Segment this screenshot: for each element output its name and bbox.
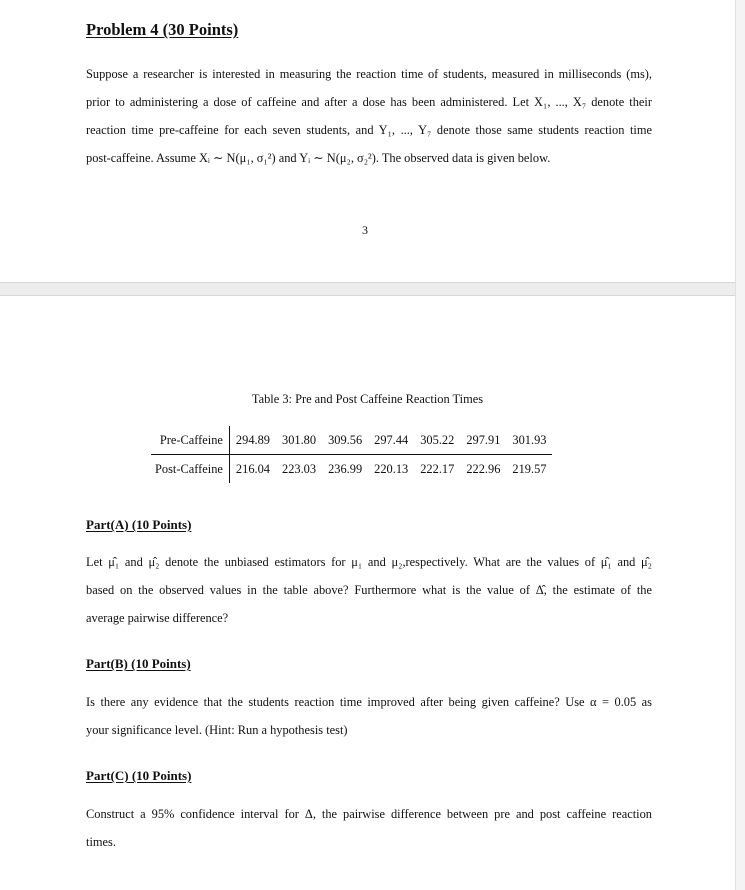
- part-line: your significance level. (Hint: Run a hypothesis test): [86, 723, 348, 737]
- problem-title: Problem 4 (30 Points): [86, 20, 239, 39]
- table-cell: 220.13: [374, 461, 409, 476]
- intro-line: prior to administering a dose of caffeine and after a dose has been administered. Let X₁, ..., X₇ denote their: [86, 95, 652, 109]
- table-cell: 309.56: [322, 426, 368, 455]
- part-line: based on the observed values in the table above? Furthermore what is the value of Δ̂, the estimate of the: [86, 583, 652, 597]
- table-row: [151, 426, 552, 455]
- table-cell: 222.96: [466, 461, 501, 476]
- table-cell: 297.91: [460, 426, 506, 455]
- row-label: Post-Caffeine: [151, 455, 229, 484]
- intro-line: Suppose a researcher is interested in measuring the reaction time of students, measured in milliseconds (ms),: [86, 67, 652, 81]
- table-row: [151, 455, 552, 484]
- table-cell: 305.22: [414, 426, 460, 455]
- table-cell: 223.03: [282, 461, 317, 476]
- table-caption: Table 3: Pre and Post Caffeine Reaction Times: [251, 392, 484, 406]
- part-c-text: [86, 800, 652, 856]
- part-line: times.: [86, 835, 116, 849]
- table-cell: 222.17: [420, 461, 455, 476]
- part-a-text: [86, 548, 652, 632]
- page-bottom: [0, 296, 735, 890]
- part-line: average pairwise difference?: [86, 611, 229, 625]
- part-a-heading: Part(A) (10 Points): [86, 517, 192, 532]
- row-label: Pre-Caffeine: [151, 426, 229, 455]
- table-cell: 294.89: [229, 426, 276, 455]
- part-c-heading: Part(C) (10 Points): [86, 768, 192, 783]
- part-b-text: [86, 688, 652, 744]
- reaction-time-table: [151, 426, 552, 483]
- table-cell: 301.80: [276, 426, 322, 455]
- table-cell: 236.99: [328, 461, 363, 476]
- table-cell: 219.57: [512, 461, 547, 476]
- page-number: 3: [362, 223, 368, 237]
- problem-intro: [86, 60, 652, 172]
- intro-line: post-caffeine. Assume Xᵢ ∼ N(μ₁, σ₁²) and Yᵢ ∼ N(μ₂, σ₂²). The observed data is given below.: [86, 151, 551, 165]
- viewer-edge: [735, 0, 745, 890]
- intro-line: reaction time pre-caffeine for each seven students, and Y₁, ..., Y₇ denote those same students reaction time: [86, 123, 652, 137]
- part-line: Let μ̂₁ and μ̂₂ denote the unbiased estimators for μ₁ and μ₂,respectively. What are the values of μ̂₁ and μ̂₂: [86, 555, 652, 569]
- table-cell: 297.44: [368, 426, 414, 455]
- page-top: [0, 0, 735, 280]
- page-separator: [0, 282, 745, 296]
- part-line: Is there any evidence that the students reaction time improved after being given caffeine? Use α = 0.05 as: [86, 695, 652, 709]
- part-b-heading: Part(B) (10 Points): [86, 656, 191, 671]
- table-cell: 301.93: [506, 426, 552, 455]
- part-line: Construct a 95% confidence interval for Δ, the pairwise difference between pre and post caffeine reaction: [86, 807, 652, 821]
- table-cell: 216.04: [235, 461, 270, 476]
